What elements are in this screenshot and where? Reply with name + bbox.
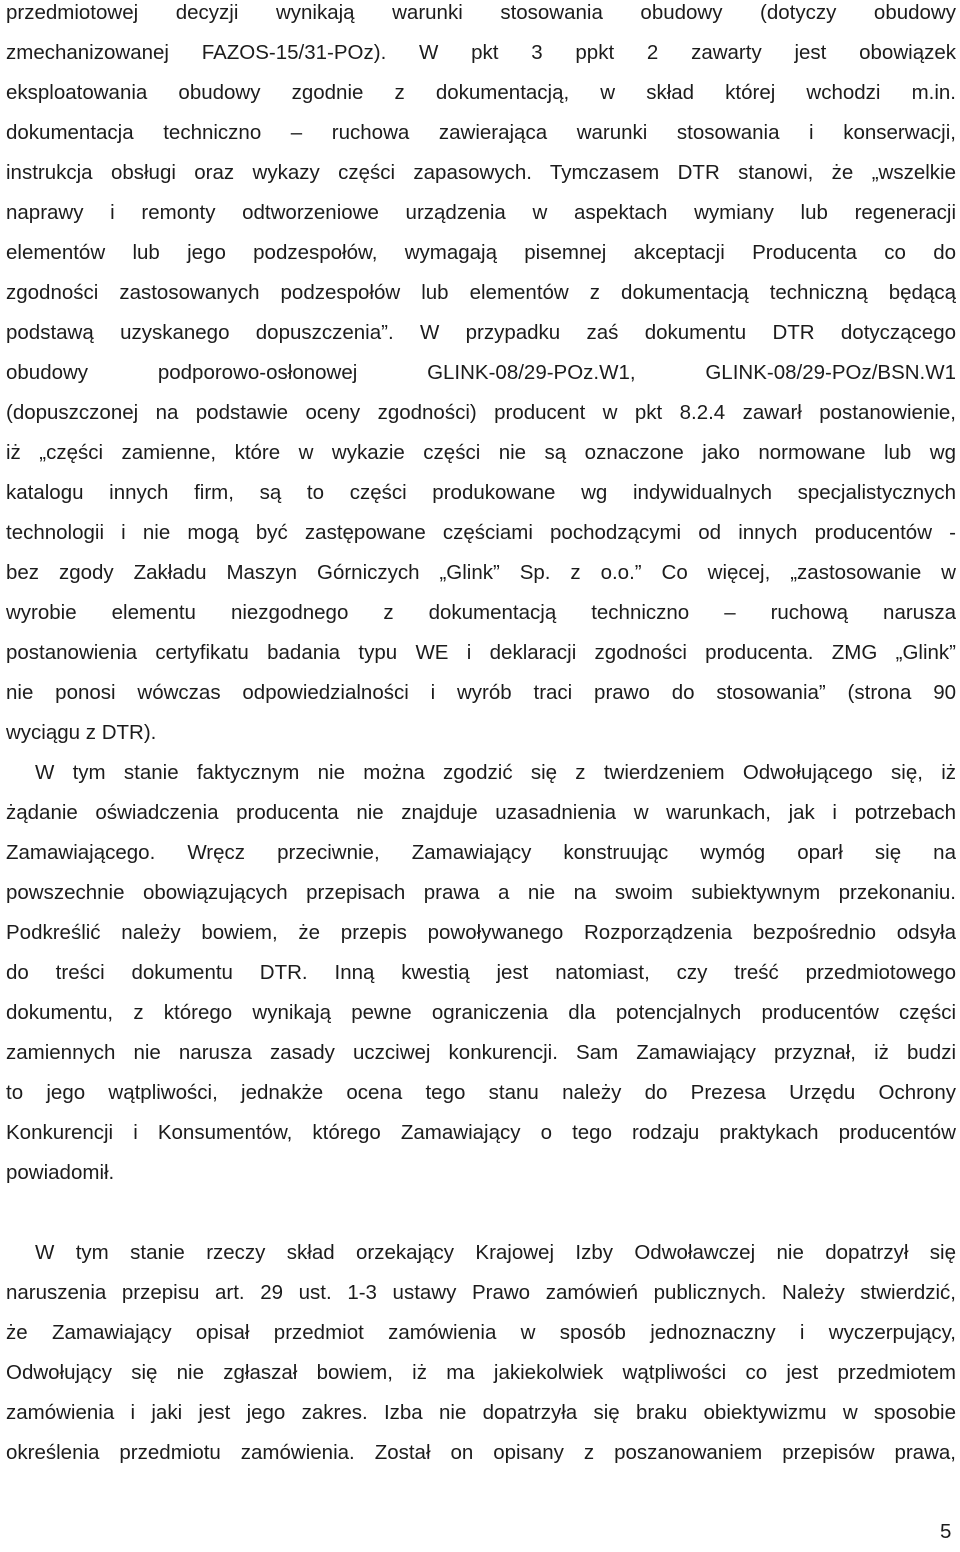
text-line: bez zgody Zakładu Maszyn Górniczych „Glink” Sp. z o.o.” Co więcej, „zastosowanie w — [6, 561, 956, 584]
text-line: katalogu innych firm, są to części produkowane wg indywidualnych specjalistycznych — [6, 481, 956, 504]
text-line: podstawą uzyskanego dopuszczenia”. W przypadku zaś dokumentu DTR dotyczącego — [6, 321, 956, 344]
text-line: wyciągu z DTR). — [6, 721, 157, 744]
text-line: Zamawiającego. Wręcz przeciwnie, Zamawiający konstruując wymóg oparł się na — [6, 841, 956, 864]
text-line: naruszenia przepisu art. 29 ust. 1-3 ustawy Prawo zamówień publicznych. Należy stwierdzić, — [6, 1281, 956, 1304]
text-line: Konkurencji i Konsumentów, którego Zamawiający o tego rodzaju praktykach producentów — [6, 1121, 956, 1144]
text-line: powszechnie obowiązujących przepisach prawa a nie na swoim subiektywnym przekonaniu. — [6, 881, 956, 904]
text-line: wyrobie elementu niezgodnego z dokumentacją techniczno – ruchową narusza — [6, 601, 956, 624]
text-line: żądanie oświadczenia producenta nie znajduje uzasadnienia w warunkach, jak i potrzebach — [6, 801, 956, 824]
text-line: technologii i nie mogą być zastępowane częściami pochodzącymi od innych producentów - — [6, 521, 956, 544]
page-number: 5 — [940, 1520, 952, 1543]
text-line: obudowy podporowo-osłonowej GLINK-08/29-POz.W1, GLINK-08/29-POz/BSN.W1 — [6, 361, 956, 384]
text-line: W tym stanie rzeczy skład orzekający Krajowej Izby Odwoławczej nie dopatrzył się — [35, 1241, 956, 1264]
text-line: zamówienia i jaki jest jego zakres. Izba nie dopatrzyła się braku obiektywizmu w sposobie — [6, 1401, 956, 1424]
text-line: dokumentu, z którego wynikają pewne ograniczenia dla potencjalnych producentów części — [6, 1001, 956, 1024]
text-line: Odwołujący się nie zgłaszał bowiem, iż ma jakiekolwiek wątpliwości co jest przedmiotem — [6, 1361, 956, 1384]
text-line: zgodności zastosowanych podzespołów lub elementów z dokumentacją techniczną będącą — [6, 281, 956, 304]
text-line: zamiennych nie narusza zasady uczciwej konkurencji. Sam Zamawiający przyznał, iż budzi — [6, 1041, 956, 1064]
text-line: iż „części zamienne, które w wykazie części nie są oznaczone jako normowane lub wg — [6, 441, 956, 464]
text-line: (dopuszczonej na podstawie oceny zgodności) producent w pkt 8.2.4 zawarł postanowienie, — [6, 401, 956, 424]
text-line: naprawy i remonty odtworzeniowe urządzenia w aspektach wymiany lub regeneracji — [6, 201, 956, 224]
text-line: eksploatowania obudowy zgodnie z dokumentacją, w skład której wchodzi m.in. — [6, 81, 956, 104]
text-line: Podkreślić należy bowiem, że przepis powoływanego Rozporządzenia bezpośrednio odsyła — [6, 921, 956, 944]
text-line: określenia przedmiotu zamówienia. Został on opisany z poszanowaniem przepisów prawa, — [6, 1441, 956, 1464]
text-line: instrukcja obsługi oraz wykazy części zapasowych. Tymczasem DTR stanowi, że „wszelkie — [6, 161, 956, 184]
text-line: nie ponosi wówczas odpowiedzialności i wyrób traci prawo do stosowania” (strona 90 — [6, 681, 956, 704]
text-line: przedmiotowej decyzji wynikają warunki stosowania obudowy (dotyczy obudowy — [6, 1, 956, 24]
text-line: W tym stanie faktycznym nie można zgodzić się z twierdzeniem Odwołującego się, iż — [35, 761, 956, 784]
text-line: do treści dokumentu DTR. Inną kwestią jest natomiast, czy treść przedmiotowego — [6, 961, 956, 984]
text-line: elementów lub jego podzespołów, wymagają pisemnej akceptacji Producenta co do — [6, 241, 956, 264]
text-line: postanowienia certyfikatu badania typu WE i deklaracji zgodności producenta. ZMG „Glink” — [6, 641, 956, 664]
text-line: zmechanizowanej FAZOS-15/31-POz). W pkt 3 ppkt 2 zawarty jest obowiązek — [6, 41, 956, 64]
text-line: że Zamawiający opisał przedmiot zamówienia w sposób jednoznaczny i wyczerpujący, — [6, 1321, 956, 1344]
text-line: powiadomił. — [6, 1161, 115, 1184]
text-line: dokumentacja techniczno – ruchowa zawierająca warunki stosowania i konserwacji, — [6, 121, 956, 144]
text-line: to jego wątpliwości, jednakże ocena tego stanu należy do Prezesa Urzędu Ochrony — [6, 1081, 956, 1104]
